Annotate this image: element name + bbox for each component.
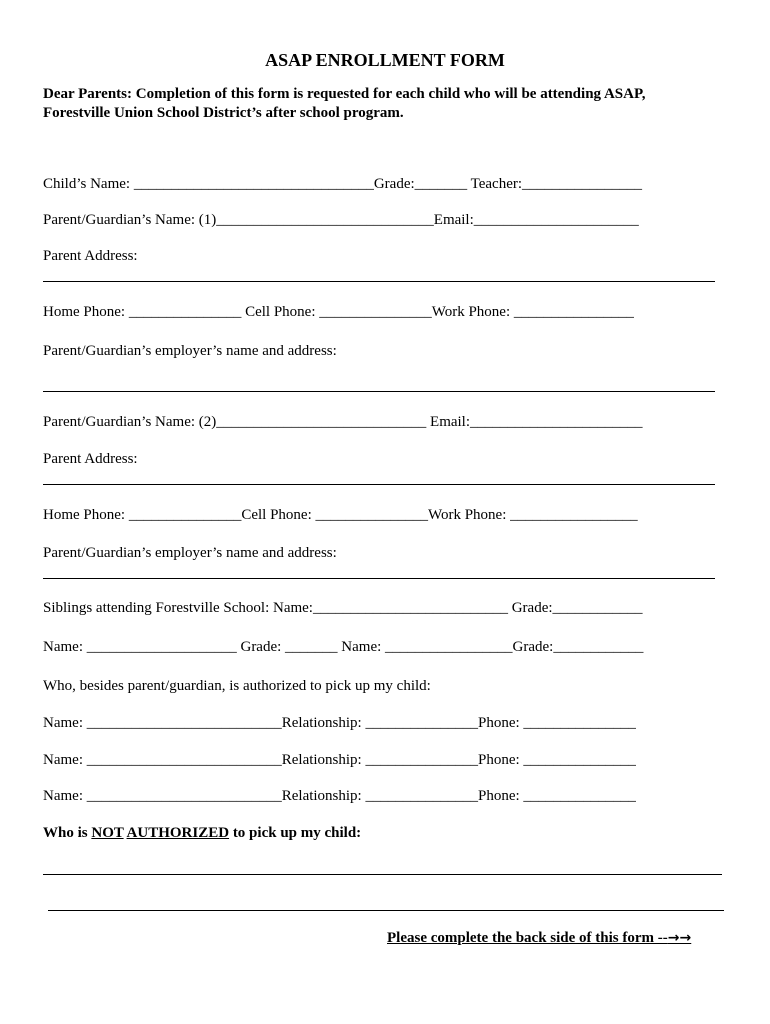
parent2-phones-line[interactable]: Home Phone: _______________Cell Phone: _______________Work Phone: _________________ xyxy=(43,507,638,523)
parent1-address-field[interactable] xyxy=(43,281,715,282)
parent2-address-label: Parent Address: xyxy=(43,451,138,467)
parent1-address-label: Parent Address: xyxy=(43,248,138,264)
not-authorized-field-1[interactable] xyxy=(43,874,722,875)
pickup-row[interactable]: Name: __________________________Relationship: _______________Phone: _______________ xyxy=(43,715,636,731)
back-side-note: Please complete the back side of this form --→→ xyxy=(387,930,692,946)
parent1-employer-label: Parent/Guardian’s employer’s name and address: xyxy=(43,343,337,359)
siblings-line[interactable]: Siblings attending Forestville School: Name:__________________________ Grade:____________ xyxy=(43,600,643,616)
pickup-row[interactable]: Name: __________________________Relationship: _______________Phone: _______________ xyxy=(43,788,636,804)
not-authorized-field-2[interactable] xyxy=(48,910,724,911)
parent2-employer-field[interactable] xyxy=(43,578,715,579)
intro-line-2: Forestville Union School District’s after school program. xyxy=(43,105,404,121)
form-title: ASAP ENROLLMENT FORM xyxy=(265,50,505,70)
pickup-row[interactable]: Name: __________________________Relationship: _______________Phone: _______________ xyxy=(43,752,636,768)
siblings-line-2[interactable]: Name: ____________________ Grade: _______ Name: _________________Grade:____________ xyxy=(43,639,644,655)
not-authorized-label: Who is NOT AUTHORIZED to pick up my child: xyxy=(43,825,362,841)
parent1-phones-line[interactable]: Home Phone: _______________ Cell Phone: _______________Work Phone: ________________ xyxy=(43,304,634,320)
parent2-address-field[interactable] xyxy=(43,484,715,485)
intro-line-1: Dear Parents: Completion of this form is requested for each child who will be attending ASAP, xyxy=(43,86,646,102)
authorized-pickup-label: Who, besides parent/guardian, is authorized to pick up my child: xyxy=(43,678,431,694)
parent1-employer-field[interactable] xyxy=(43,391,715,392)
parent2-employer-label: Parent/Guardian’s employer’s name and address: xyxy=(43,545,337,561)
arrow-right-icon: →→ xyxy=(667,930,692,946)
parent2-name-line[interactable]: Parent/Guardian’s Name: (2)____________________________ Email:_______________________ xyxy=(43,414,643,430)
child-info-line[interactable]: Child’s Name: ________________________________Grade:_______ Teacher:________________ xyxy=(43,176,643,192)
parent1-name-line[interactable]: Parent/Guardian’s Name: (1)_____________________________Email:______________________ xyxy=(43,212,639,228)
